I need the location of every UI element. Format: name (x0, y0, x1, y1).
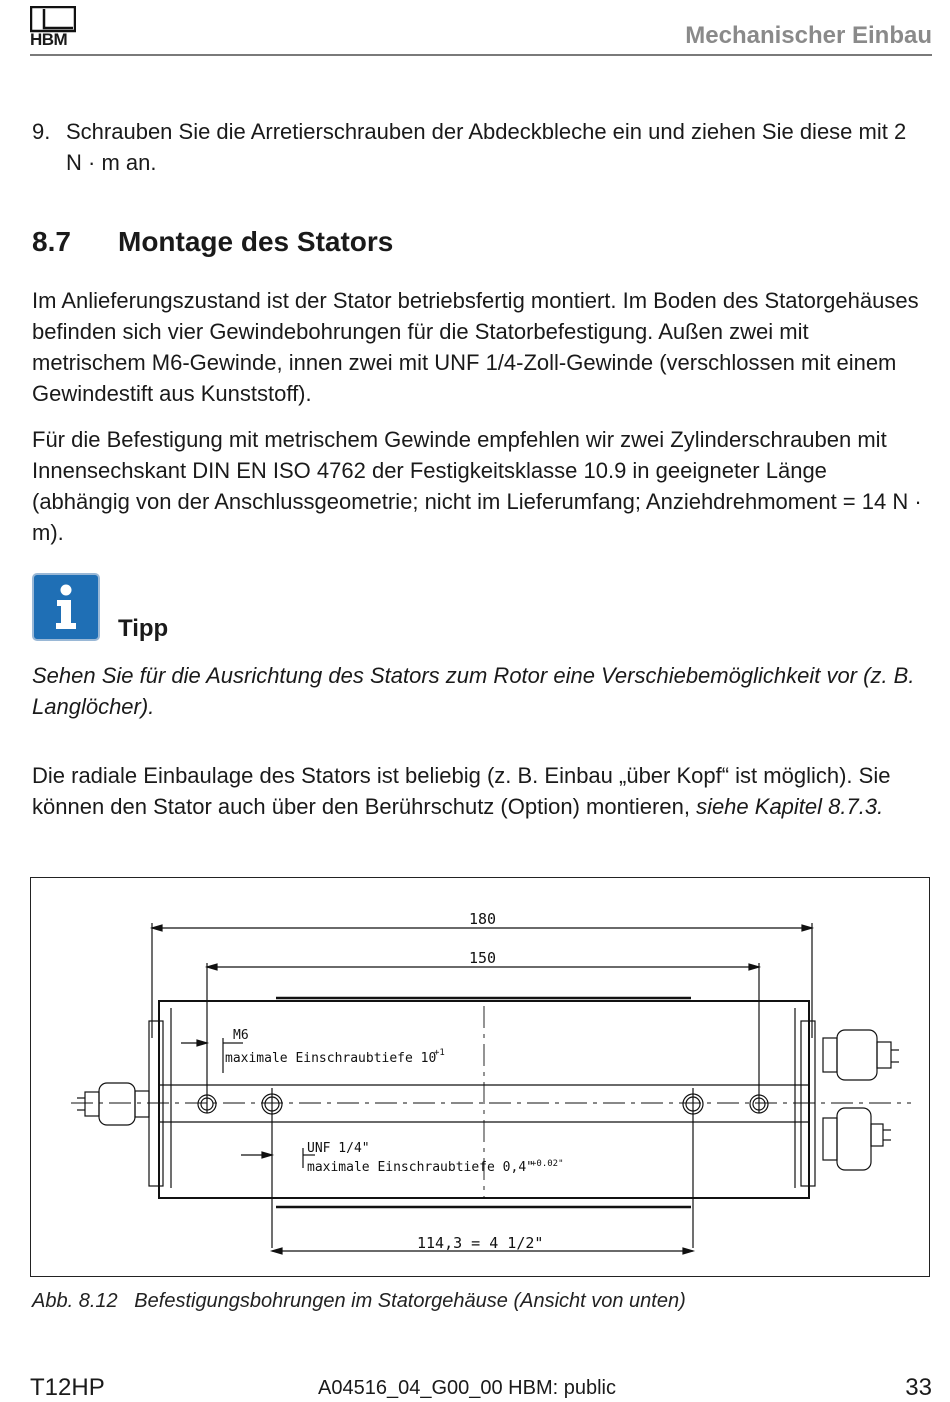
logo-text: HBM (30, 30, 68, 49)
info-icon (32, 573, 100, 641)
tip-text: Sehen Sie für die Ausrichtung des Stators zum Rotor eine Verschiebemöglichkeit vor (z. B. Langlöcher). (32, 663, 915, 719)
header-divider (30, 54, 932, 56)
page-number: 33 (905, 1374, 932, 1401)
paragraph-text: Die radiale Einbaulage des Stators ist beliebig (z. B. Einbau „über Kopf“ ist möglich). Sie können den Stator auch über den Berührschutz (Option) montieren, (32, 763, 891, 819)
unf-label: UNF 1/4" (307, 1141, 370, 1156)
dim-150-label: 150 (469, 949, 497, 967)
hbm-logo (30, 6, 76, 48)
m6-tolerance: +1 (434, 1048, 445, 1058)
header-section-title: Mechanischer Einbau (685, 22, 932, 49)
section-number: 8.7 (32, 226, 71, 257)
footer-doc-id: A04516_04_G00_00 HBM: public (318, 1377, 616, 1399)
unf-tolerance: +0.02" (531, 1159, 564, 1169)
chapter-reference-link[interactable]: siehe Kapitel 8.7.3. (696, 794, 884, 819)
m6-label: M6 (233, 1028, 249, 1043)
step-text: Schrauben Sie die Arretierschrauben der Abdeckbleche ein und ziehen Sie diese mit 2 N · m an. (66, 119, 907, 175)
stator-drawing (30, 877, 930, 1277)
dim-180-label: 180 (469, 910, 497, 928)
paragraph-fastening: Für die Befestigung mit metrischem Gewinde empfehlen wir zwei Zylinderschrauben mit Innensechskant DIN EN ISO 4762 der Festigkeitsklasse 10.9 in geeigneter Länge (abhängig von der Anschlussgeometrie; nicht im Lieferumfang; Anziehdrehmoment = 14 N · m). (32, 427, 922, 545)
unf-depth-label: maximale Einschraubtiefe 0,4" (307, 1160, 534, 1175)
figure-caption: Abb. 8.12 Befestigungsbohrungen im Statorgehäuse (Ansicht von unten) (32, 1290, 686, 1312)
m6-depth-label: maximale Einschraubtiefe 10 (225, 1051, 437, 1066)
step-number: 9. (32, 119, 51, 144)
tip-label: Tipp (118, 615, 169, 642)
section-title: Montage des Stators (118, 226, 394, 257)
technical-drawing (31, 878, 931, 1278)
dim-114-label: 114,3 = 4 1/2" (417, 1234, 544, 1252)
footer-product: T12HP (30, 1374, 105, 1401)
paragraph-mounting-position (32, 760, 922, 822)
paragraph-delivery-state: Im Anlieferungszustand ist der Stator betriebsfertig montiert. Im Boden des Statorgehäuses befinden sich vier Gewindebohrungen für die Statorbefestigung. Außen zwei mit metrischem M6-Gewinde, innen zwei mit UNF 1/4-Zoll-Gewinde (verschlossen mit einem Gewindestift aus Kunststoff). (32, 288, 919, 406)
